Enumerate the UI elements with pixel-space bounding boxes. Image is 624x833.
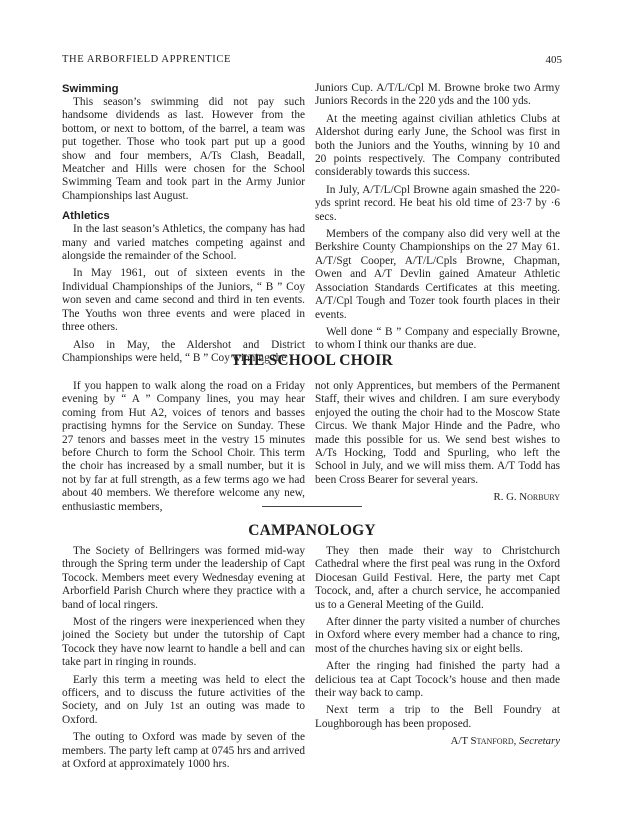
athletics-paragraph-3-continued: Juniors Cup. A/T/L/Cpl M. Browne broke two Army Juniors Records in the 220 yds and the 100 yds. xyxy=(315,82,560,108)
campanology-paragraph-3: Early this term a meeting was held to elect the officers, and to discuss the future activities of the Society, and on July 1st an outing was made to Oxford. xyxy=(62,673,305,726)
campanology-signature xyxy=(315,735,560,748)
athletics-paragraph-2: In May 1961, out of sixteen events in the Individual Championships of the Juniors, “ B ” Coy won seven and came second and third in ten events. The Youths won three events and were placed in three others. xyxy=(62,267,305,334)
campanology-signature-name: A/T Stanford, xyxy=(450,735,517,748)
athletics-paragraph-5: In July, A/T/L/Cpl Browne again smashed the 220-yds sprint record. He beat his old time of 23·7 by ·6 secs. xyxy=(315,183,560,223)
campanology-paragraph-4: The outing to Oxford was made by seven of the members. The party left camp at 0745 hrs and arrived at Oxford at approximately 1000 hrs. xyxy=(62,731,305,771)
top-right-column xyxy=(315,82,560,357)
top-left-column xyxy=(62,82,305,369)
athletics-paragraph-3: Also in May, the Aldershot and District Championships were held, “ B ” Coy winning the xyxy=(62,338,305,364)
athletics-paragraph-7: Well done “ B ” Company and especially Browne, to whom I think our thanks are due. xyxy=(315,325,560,352)
choir-heading: THE SCHOOL CHOIR xyxy=(231,352,393,369)
running-header xyxy=(62,54,562,68)
choir-paragraph: If you happen to walk along the road on a Friday evening by “ A ” Company lines, you may hear coming from Hut A2, voices of tenors and basses practising hymns for the Service on Sunday. These 27 tenors and basses meet in the vestry 15 minutes before Church to form the School Choir. This term the choir has increased by a small number, but it is not by far at full strength, as a few terms ago we had about 40 members. We therefore welcome any new, enthusiastic members, xyxy=(62,380,305,513)
campanology-paragraph-5: They then made their way to Christchurch Cathedral where the first peal was rung in the Oxford Diocesan Guild Festival. Here, the party met Capt Tocock, and, after a church service, he accompanied us to a General Meeting of the Guild. xyxy=(315,545,560,611)
campanology-paragraph-1: The Society of Bellringers was formed mid-way through the Spring term under the leadership of Capt Tocock. Members meet every Wednesday evening at Arborfield Parish Church where they practice with a band of local ringers. xyxy=(62,545,305,611)
choir-left-column xyxy=(62,380,305,518)
campanology-right-column xyxy=(315,545,560,749)
athletics-paragraph-4: At the meeting against civilian athletics Clubs at Aldershot during early June, the School was first in both the Juniors and the Youths, winning by 10 and 20 points respectively. The Company contributed considerably towards this success. xyxy=(315,112,560,179)
campanology-signature-role: Secretary xyxy=(519,735,560,748)
running-title: THE ARBORFIELD APPRENTICE xyxy=(62,54,232,65)
page-number: 405 xyxy=(545,54,562,66)
campanology-heading: CAMPANOLOGY xyxy=(248,522,376,539)
choir-right-column xyxy=(315,380,560,505)
swimming-paragraph: This season’s swimming did not pay such handsome dividends as last. However from the bottom, or next to bottom, of the barrel, a team was put together. Those who took part put up a good show and four members, A/Ts Clash, Beadall, Meatcher and Hills were chosen for the School Swimming Team and took part in the Army Junior Championships last August. xyxy=(62,96,305,202)
section-divider xyxy=(262,506,362,507)
campanology-paragraph-6: After dinner the party visited a number of churches in Oxford where every member had a chance to ring, most of the churches having six or eight bells. xyxy=(315,616,560,655)
campanology-paragraph-8: Next term a trip to the Bell Foundry at Loughborough has been proposed. xyxy=(315,704,560,730)
choir-signature: R. G. Norbury xyxy=(493,491,560,504)
choir-paragraph-continued: not only Apprentices, but members of the Permanent Staff, their wives and children. I am sure everybody enjoyed the outing the choir had to the Moscow State Circus. We thank Major Hinde and the Padre, who made this possible for us. We send best wishes to A/Ts Hocking, Todd and Spurling, who left the School in July, and we will miss them. A/T Todd has been Cross Bearer for several years. xyxy=(315,380,560,486)
swimming-heading: Swimming xyxy=(62,83,119,95)
campanology-paragraph-2: Most of the ringers were inexperienced when they joined the Society but under the tutorship of Capt Tocock they have now learnt to handle a bell and can take part in ringing in rounds. xyxy=(62,616,305,669)
campanology-paragraph-7: After the ringing had finished the party had a delicious tea at Capt Tocock’s house and then made their way back to camp. xyxy=(315,660,560,700)
athletics-paragraph-1: In the last season’s Athletics, the company has had many and varied matches competing against and alongside the remainder of the School. xyxy=(62,223,305,263)
athletics-paragraph-6: Members of the company also did very well at the Berkshire County Championships on the 27 May 61. A/T/Sgt Cooper, A/T/L/Cpls Browne, Chapman, Owen and A/T Devlin gained Amateur Athletic Association Standards Certificates at this meeting. A/T/Cpl Tough and Tozer took fourth places in their events. xyxy=(315,228,560,321)
campanology-left-column xyxy=(62,545,305,776)
athletics-heading: Athletics xyxy=(62,210,110,223)
